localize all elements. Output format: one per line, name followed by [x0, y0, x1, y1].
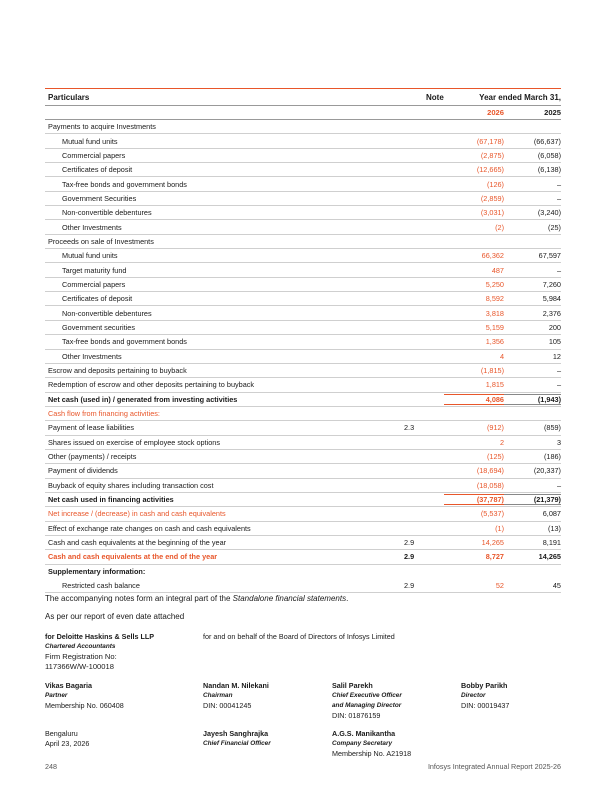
row-label: Non-convertible debentures [62, 308, 152, 318]
table-row [45, 134, 561, 148]
report-title: Infosys Integrated Annual Report 2025-26 [427, 762, 561, 771]
table-row [45, 206, 561, 220]
row-value-2025: (859) [543, 423, 561, 433]
row-label: Net cash (used in) / generated from investing activities [48, 394, 238, 404]
row-value-2025: 2,376 [542, 308, 561, 318]
signatory-chairman: Nandan M. Nilekani Chairman DIN: 00041245 [203, 681, 269, 710]
auditor-block: for Deloitte Haskins & Sells LLP Chartered Accountants Firm Registration No: 117366W/W-100018 [45, 632, 155, 671]
row-value-2026: (1) [495, 523, 504, 533]
row-label: Target maturity fund [62, 265, 127, 275]
row-value-2026: 1,815 [485, 380, 504, 390]
row-note: 2.9 [404, 581, 415, 591]
row-value-2025: 5,984 [542, 294, 561, 304]
table-row [45, 579, 561, 593]
row-value-2026: (5,537) [480, 509, 504, 519]
row-value-2026: (2,875) [480, 150, 504, 160]
table-row [45, 306, 561, 320]
row-label: Payment of lease liabilities [48, 423, 134, 433]
row-value-2026: (67,178) [476, 136, 504, 146]
row-value-2025: – [556, 480, 561, 490]
row-value-2025: (6,058) [537, 150, 561, 160]
table-row [45, 249, 561, 263]
row-value-2025: 6,087 [542, 509, 561, 519]
row-label: Restricted cash balance [62, 581, 140, 591]
table-row [45, 565, 561, 579]
report-note: As per our report of even date attached [45, 612, 185, 621]
row-value-2025: 3 [556, 437, 561, 447]
row-value-2026: 3,818 [485, 308, 504, 318]
row-value-2026: (2,859) [480, 193, 504, 203]
table-row [45, 149, 561, 163]
row-label: Net cash used in financing activities [48, 495, 174, 505]
row-label: Shares issued on exercise of employee stock options [48, 437, 220, 447]
row-value-2026: (12,665) [476, 165, 504, 175]
row-label: Commercial papers [62, 150, 126, 160]
row-label: Other Investments [62, 351, 122, 361]
table-header [45, 89, 561, 105]
table-row [45, 192, 561, 206]
row-label: Redemption of escrow and other deposits pertaining to buyback [48, 380, 255, 390]
row-value-2025: 105 [548, 337, 561, 347]
table-row [45, 522, 561, 536]
table-row [45, 450, 561, 464]
row-label: Proceeds on sale of Investments [48, 236, 154, 246]
row-value-2025: 8,191 [542, 538, 561, 548]
row-value-2026: (18,058) [476, 480, 504, 490]
row-value-2026: (3,031) [480, 208, 504, 218]
table-row [45, 364, 561, 378]
row-value-2025: 7,260 [542, 279, 561, 289]
row-label: Cash flow from financing activities: [48, 409, 160, 419]
row-label: Tax-free bonds and government bonds [62, 337, 187, 347]
row-label: Tax-free bonds and government bonds [62, 179, 187, 189]
row-value-2025: – [556, 265, 561, 275]
row-label: Certificates of deposit [62, 294, 133, 304]
col-year-ended: Year ended March 31, [479, 92, 561, 102]
table-row [45, 120, 561, 134]
col-2026: 2026 [487, 108, 504, 117]
signatory-director: Bobby Parikh Director DIN: 00019437 [461, 681, 510, 710]
row-label: Cash and cash equivalents at the end of the year [48, 552, 218, 562]
cash-flow-table [45, 88, 561, 593]
row-label: Government securities [62, 322, 135, 332]
table-row [45, 479, 561, 493]
table-row [45, 493, 561, 507]
row-value-2025: (25) [548, 222, 561, 232]
row-value-2026: (37,787) [444, 494, 504, 505]
row-value-2025: (6,138) [537, 165, 561, 175]
row-label: Buyback of equity shares including transaction cost [48, 480, 214, 490]
row-value-2026: 8,592 [485, 294, 504, 304]
row-value-2025: – [556, 366, 561, 376]
row-value-2026: 5,250 [485, 279, 504, 289]
row-value-2026: 5,159 [485, 322, 504, 332]
row-value-2025: – [556, 380, 561, 390]
accompanying-note: The accompanying notes form an integral part of the Standalone financial statements. [45, 594, 349, 603]
row-value-2026: 4 [499, 351, 504, 361]
col-note: Note [426, 92, 444, 102]
row-value-2025: 14,265 [538, 552, 561, 562]
row-value-2026: (2) [495, 222, 504, 232]
row-value-2026: 14,265 [481, 538, 504, 548]
table-row [45, 163, 561, 177]
col-2025: 2025 [544, 108, 561, 117]
table-row [45, 220, 561, 234]
table-row [45, 393, 561, 407]
table-row [45, 177, 561, 191]
row-value-2026: 66,362 [481, 251, 504, 261]
table-row [45, 407, 561, 421]
table-row [45, 292, 561, 306]
row-value-2025: (66,637) [533, 136, 561, 146]
table-row [45, 421, 561, 435]
table-row [45, 536, 561, 550]
place-date: Bengaluru April 23, 2026 [45, 729, 90, 748]
signatory-company-secretary: A.G.S. Manikantha Company Secretary Membership No. A21918 [332, 729, 412, 758]
row-label: Payment of dividends [48, 466, 118, 476]
row-value-2025: 12 [552, 351, 561, 361]
table-row [45, 550, 561, 564]
table-row [45, 350, 561, 364]
row-value-2025: (13) [548, 523, 561, 533]
table-row [45, 378, 561, 392]
row-label: Mutual fund units [62, 136, 118, 146]
row-value-2026: (126) [486, 179, 504, 189]
row-value-2026: 1,356 [485, 337, 504, 347]
row-label: Escrow and deposits pertaining to buyback [48, 366, 187, 376]
table-row [45, 507, 561, 521]
row-label: Supplementary information: [48, 567, 146, 577]
page-number: 248 [45, 762, 57, 771]
row-label: Cash and cash equivalents at the beginning of the year [48, 538, 227, 548]
table-row [45, 235, 561, 249]
row-note: 2.9 [404, 538, 415, 548]
table-row [45, 263, 561, 277]
table-row [45, 436, 561, 450]
signatory-cfo: Jayesh Sanghrajka Chief Financial Officer [203, 729, 271, 747]
signatory-ceo: Salil Parekh Chief Executive Officer and Managing Director DIN: 01876159 [332, 681, 402, 720]
table-body [45, 120, 561, 593]
row-value-2025: – [556, 193, 561, 203]
table-row [45, 278, 561, 292]
row-label: Net increase / (decrease) in cash and cash equivalents [48, 509, 226, 519]
row-value-2026: 4,086 [444, 394, 504, 405]
col-particulars: Particulars [48, 92, 90, 102]
row-value-2025: (1,943) [504, 394, 561, 405]
row-label: Mutual fund units [62, 251, 118, 261]
row-value-2025: (21,379) [504, 494, 561, 505]
signatory-partner: Vikas Bagaria Partner Membership No. 060408 [45, 681, 124, 710]
table-row [45, 321, 561, 335]
row-value-2026: (1,815) [480, 366, 504, 376]
table-row [45, 335, 561, 349]
row-value-2026: (125) [486, 452, 504, 462]
row-label: Effect of exchange rate changes on cash and cash equivalents [48, 523, 251, 533]
row-label: Other Investments [62, 222, 122, 232]
row-value-2026: 487 [491, 265, 504, 275]
row-value-2025: 45 [552, 581, 561, 591]
row-value-2025: 67,597 [538, 251, 561, 261]
row-label: Certificates of deposit [62, 165, 133, 175]
row-note: 2.3 [404, 423, 415, 433]
row-value-2025: – [556, 179, 561, 189]
row-label: Commercial papers [62, 279, 126, 289]
year-header [45, 105, 561, 120]
row-value-2025: (20,337) [533, 466, 561, 476]
row-value-2026: (912) [486, 423, 504, 433]
row-value-2025: 200 [548, 322, 561, 332]
board-label: for and on behalf of the Board of Directors of Infosys Limited [203, 632, 395, 641]
row-note: 2.9 [404, 552, 415, 562]
row-value-2025: (186) [543, 452, 561, 462]
row-value-2025: (3,240) [537, 208, 561, 218]
row-value-2026: 52 [495, 581, 504, 591]
row-value-2026: 2 [499, 437, 504, 447]
row-label: Payments to acquire Investments [48, 122, 156, 132]
row-label: Other (payments) / receipts [48, 452, 137, 462]
row-label: Government Securities [62, 193, 137, 203]
table-row [45, 464, 561, 478]
row-label: Non-convertible debentures [62, 208, 152, 218]
row-value-2026: 8,727 [485, 552, 504, 562]
row-value-2026: (18,694) [476, 466, 504, 476]
